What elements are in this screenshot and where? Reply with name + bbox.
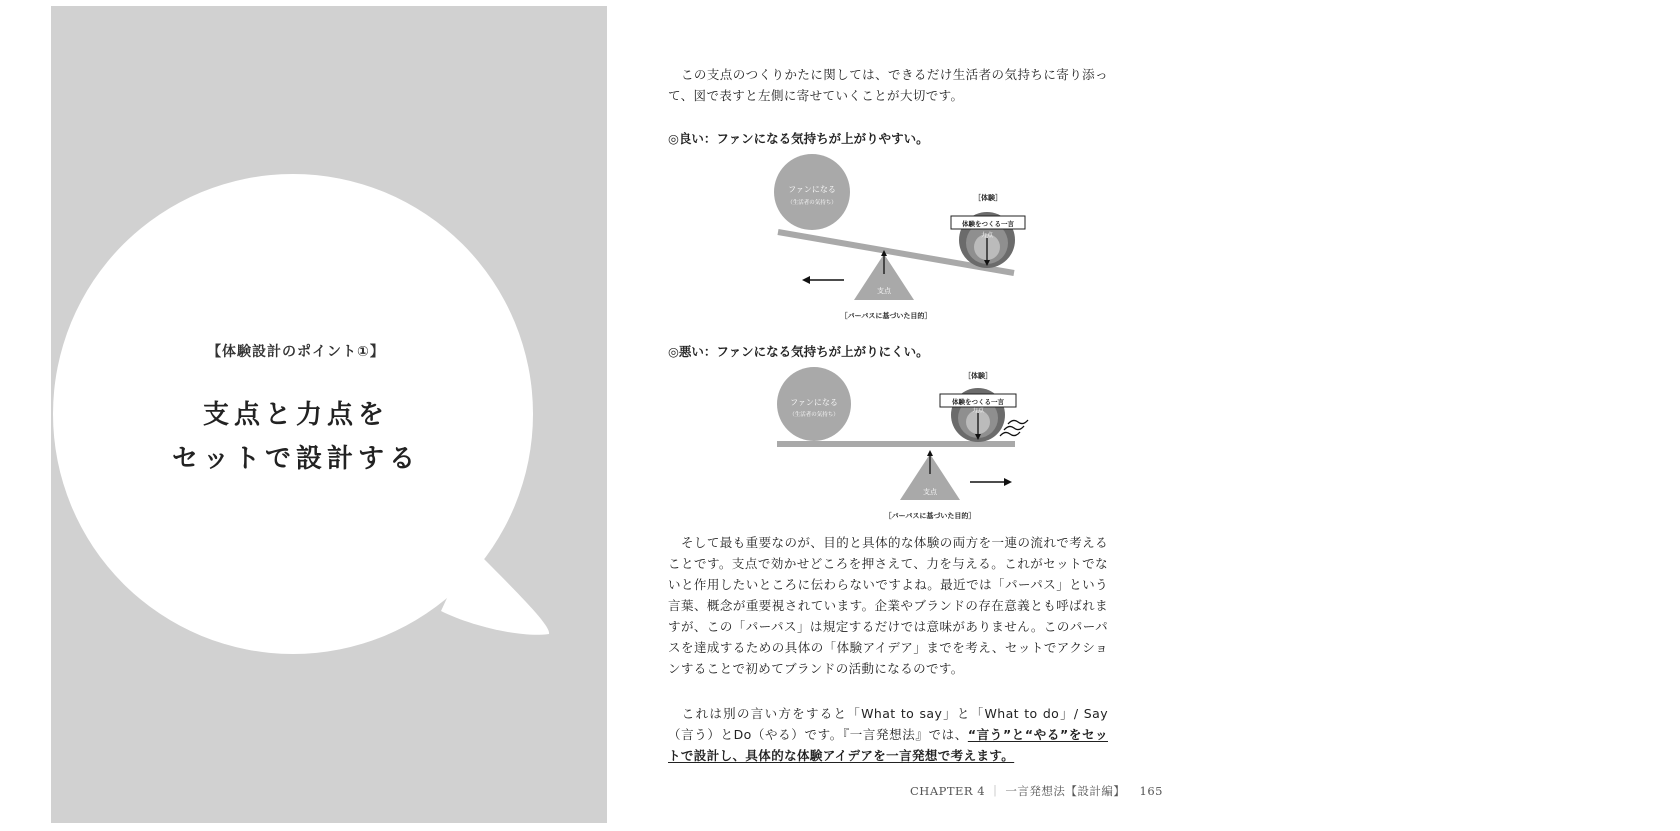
- summary-paragraph: [668, 703, 1108, 766]
- purpose-label: ［パーパスに基づいた目的］: [884, 512, 976, 520]
- hitokoto-label: 体験をつくる一言: [952, 398, 1004, 406]
- taiken-label: ［体験］: [974, 194, 1002, 202]
- point-title-line2: セットで設計する: [171, 444, 420, 474]
- chapter-label: CHAPTER 4: [910, 784, 986, 798]
- force-point-label: 力点: [971, 407, 985, 414]
- bad-seesaw-diagram: [760, 366, 1030, 521]
- point-subtitle: 【体験設計のポイント①】: [207, 344, 385, 360]
- good-seesaw-diagram: [760, 152, 1030, 322]
- purpose-label: ［パーパスに基づいた目的］: [840, 312, 932, 320]
- taiken-label: ［体験］: [964, 372, 992, 380]
- hitokoto-label: 体験をつくる一言: [962, 220, 1014, 228]
- fulcrum-label: 支点: [923, 488, 937, 496]
- fan-ball-subtitle: （生活者の気持ち）: [789, 412, 839, 418]
- force-point-label: 力点: [980, 232, 994, 239]
- page-footer: [910, 783, 1163, 799]
- fan-ball-title: ファンになる: [788, 185, 836, 194]
- intro-paragraph: この支点のつくりかたに関しては、できるだけ生活者の気持ちに寄り添って、図で表すと左側に寄せていくことが大切です。: [668, 67, 1108, 103]
- left-page: [51, 6, 607, 823]
- summary-text: これは別の言い方をすると「What to say」と「What to do」/ Say（言う）とDo（やる）です。『一言発想法』では、: [668, 706, 1108, 742]
- fulcrum-label: 支点: [877, 287, 891, 295]
- footer-separator: ｜: [989, 784, 1002, 798]
- summary-emphasis: “言う”と“やる”をセットで設計し、具体的な体験アイデアを一言発想で考えます。: [668, 727, 1108, 763]
- section-label: 一言発想法【設計編】: [1005, 784, 1126, 798]
- page-number: 165: [1139, 784, 1163, 798]
- main-paragraph: そして最も重要なのが、目的と具体的な体験の両方を一連の流れで考えることです。支点で効かせどころを押さえて、力を与える。これがセットでないと作用したいところに伝わらないですよね。最近では「パーパス」という言葉、概念が重要視されています。企業やブランドの存在意義とも呼ばれますが、この「パーパス」は規定するだけでは意味がありません。このパーパスを達成するための具体の「体験アイデア」までを考え、セットでアクションすることで初めてブランドの活動になるのです。: [668, 535, 1108, 676]
- vibration-icon: [1000, 420, 1028, 436]
- point-title-line1: 支点と力点を: [202, 400, 389, 430]
- fan-ball-subtitle: （生活者の気持ち）: [787, 200, 837, 206]
- fan-ball-title: ファンになる: [790, 398, 838, 407]
- bad-example-label: ◎悪い：ファンになる気持ちが上がりにくい。: [668, 344, 929, 359]
- good-example-label: ◎良い：ファンになる気持ちが上がりやすい。: [668, 131, 929, 146]
